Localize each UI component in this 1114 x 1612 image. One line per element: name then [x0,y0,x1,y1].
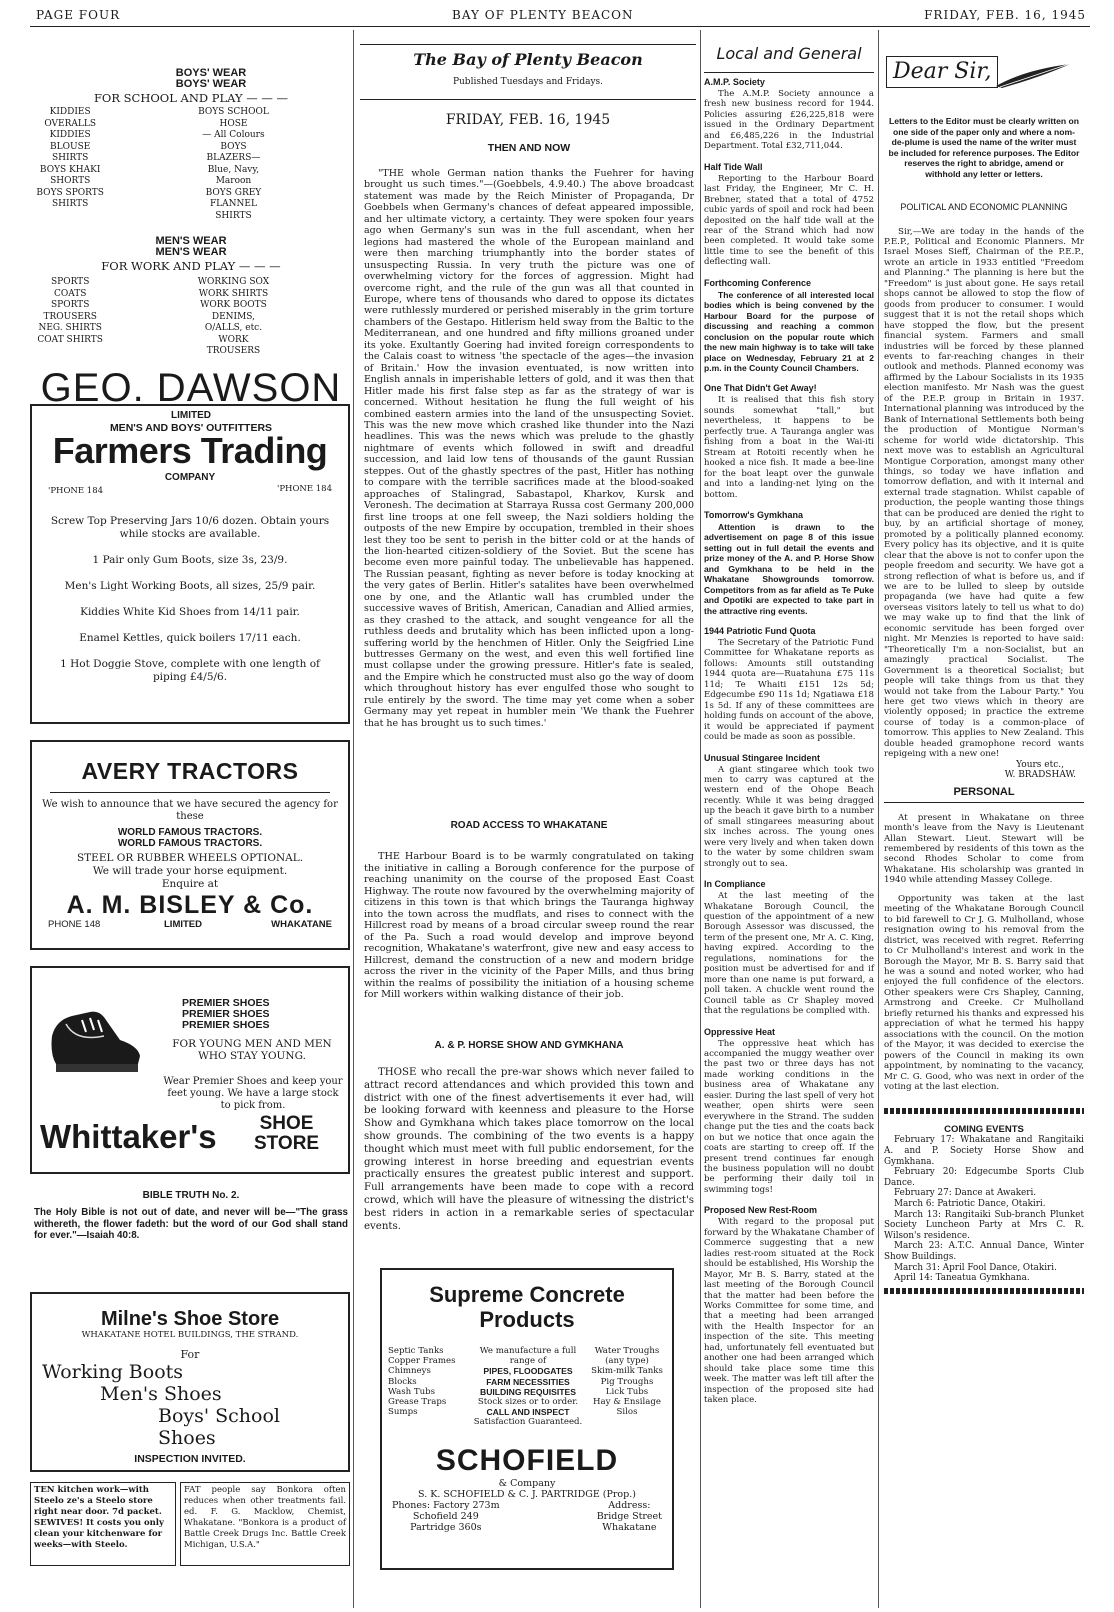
road-access-body: THE Harbour Board is to be warmly congratulated on taking the initiative in calling a Borough conference for the purpose of reaching unanimity on the course of the proposed East Coast Highway. The route now favoured by the overwhelming majority of citizens in this town is that which brings the Tauranga highway into the town across the mudflats, and rises to connect with the Hillcrest road by means of a broad circular sweep round the rear of the Pa. Such a road would develop and improve beyond recognition, Whakatane's waterfront, give new and easy access to Hillcrest, demand the construction of a new and modern bridge across the river in the vicinity of the Paper Mills, and thus bring within the realms of possibility the initiation of a housing scheme for Mill workers within walking distance of their job. [364,851,694,1000]
horse-show-heading: A. & P. HORSE SHOW AND GYMKHANA [434,1040,624,1051]
boys-item: BOYS BLAZERS— [206,141,261,163]
boys-item: KIDDIES OVERALLS [44,107,97,129]
farmers-trading-ad [30,404,350,724]
coming-event: April 14: Taneatua Gymkhana. [894,1273,1030,1284]
bonkora-ad [180,1482,350,1566]
schofield-name: SCHOFIELD [435,1443,619,1477]
sc-phone: Schofield 249 [412,1510,479,1522]
dawson-ad [34,67,348,434]
local-item-body: The A.M.P. Society announce a fresh new business record for 1944. Policies assuring £26,225,818 were issued in the Ordinary Department and £6,485,226 in the Industrial Department. Total £32,711,044. [704,89,874,152]
farmers-item: Screw Top Preserving Jars 10/6 dozen. Obtain yours while stocks are available. [50,515,330,540]
coming-event: March 13: Rangitaiki Sub-branch Plunket Society Luncheon Party at Mrs C. R. Wilson's residence. [884,1209,1084,1241]
avery-world: WORLD FAMOUS TRACTORS. [117,838,263,849]
schofield-product: Grease Traps [388,1397,447,1408]
farmers-item: 1 Pair only Gum Boots, size 3s, 23/9. [92,554,288,566]
local-item-body: At the last meeting of the Whakatane Borough Council, the question of the appointment of a new Borough Assessor was discussed, the term of the present one, Mr A. C. King, having expired. According to the regulations, nominations for the position must be advertised for and if more than one name is put forward, a poll taken. A chuckle went round the Council table as Cr Shapley moved that the regulations be complied with. [704,891,874,1017]
letters-column [884,44,1084,1604]
avery-enquire: Enquire at [161,878,219,890]
editorial-heading: THEN AND NOW [487,142,571,154]
bonkora-text: FAT people say Bonkora often reduces when other treatments fail. ed. F. G. Macklow, Chemist, Whakatane. "Bonkora is a product of Battle Creek Drugs Inc. Battle Creek Michigan, U.S.A." [184,1485,346,1550]
boys-item: BOYS GREY FLANNEL SHIRTS [205,187,262,221]
sc-mid: PIPES, FLOODGATES [483,1366,573,1377]
mens-items-left [34,277,185,358]
page-header [30,4,1090,27]
boys-wear-heading: BOYS' WEAR [175,78,247,90]
column-rule [353,30,354,1608]
sc-address: Bridge Street [596,1510,662,1522]
avery-title: AVERY TRACTORS [81,758,299,784]
divider [884,1108,1084,1114]
farmers-phone-left: 'PHONE 184 [48,486,104,496]
schofield-products-mid [473,1346,583,1428]
steelo-text: TEN kitchen work—with Steelo ze's a Steelo store right near door. 7d packet. SEWIVES! It costs you only clean your kitchenware for weeks—with Steelo. [34,1485,164,1550]
schofield-product: Blocks [388,1376,417,1387]
sc-mid: BUILDING REQUISITES [480,1386,576,1397]
boys-wear-heading: BOYS' WEAR [175,67,247,79]
local-title: Local and General [704,44,874,73]
sc-address: Whakatane [602,1521,657,1533]
column-rule [700,30,701,1608]
bisley-name: A. M. BISLEY & Co. [66,891,314,919]
bible-text: The Holy Bible is not out of date, and never will be—"The grass withereth, the flower fadeth: but the word of our God shall stand for ever."—Isaiah 40:8. [34,1207,348,1241]
milnes-line-3: Boys' School Shoes [158,1405,280,1449]
boys-item: BOYS SCHOOL HOSE [198,107,269,129]
mens-item: WORK SHIRTS [198,288,269,299]
horse-show-body: THOSE who recall the pre-war shows which never failed to attract record attendances and which provided this town and district with one of the finest advertisements it ever had, will be looking forward with keenness and pleasure to the Horse Show and Gymkhana which takes place tomorrow on the local show grounds. The combining of the two events is a happy thought which must meet with full public endorsement, for the growing interest in horse breeding and equestrian events practically ensures the greatest public interest and support. Full arrangements have been made to cope with a record crowd, which will have the pleasure of witnessing the district's best riders in action in a remarkable series of spectacular events. [364,1067,694,1232]
editorial-date: FRIDAY, FEB. 16, 1945 [445,112,611,128]
mens-item: WORK TROUSERS [206,334,261,356]
premier-shoes: PREMIER SHOES [182,997,270,1009]
local-item-heading: Proposed New Rest-Room [704,1205,818,1216]
coming-event: February 27: Dance at Awakeri. [894,1188,1037,1199]
sc-phone: Phones: Factory 273m [392,1499,500,1511]
editorial-then-and-now [364,142,694,802]
schofield-product: Septic Tanks [388,1346,444,1356]
letter-title: POLITICAL AND ECONOMIC PLANNING [900,201,1068,212]
local-and-general [704,44,874,1604]
bible-truth [34,1190,348,1282]
farmers-phone-right: 'PHONE 184 [276,484,332,494]
farmers-item: 1 Hot Doggie Stove, complete with one length of piping £4/5/6. [60,658,320,683]
issue-date: FRIDAY, FEB. 16, 1945 [924,8,1086,22]
letters-note: Letters to the Editor must be clearly written on one side of the paper only and where a nom-de-plume is used the name of the writer must be included for reference purposes. The Editor reserves the right to abridge, amend or withhold any letter or letters. [888,116,1080,179]
sc-phone: Partridge 360s [410,1521,482,1533]
schofield-product: Lick Tubs [605,1386,649,1397]
milnes-line-2: Men's Shoes [100,1383,222,1405]
paper-name: BAY OF PLENTY BEACON [452,8,634,22]
milnes-for: For [180,1348,200,1361]
bible-title: BIBLE TRUTH No. 2. [142,1190,240,1201]
whittaker-for-men: FOR YOUNG MEN AND MEN WHO STAY YOUNG. [172,1038,332,1062]
local-item-body: It is realised that this fish story sounds somewhat "tall," but nevertheless, it happens to be perfectly true. A Tauranga angler was fishing from a boat in the Wai-iti Stream at Rotoiti recently when he hooked a nice fish. It made a bee-line for the boat leapt over the gunwale and into a landing-net lying on the bottom. [704,395,874,500]
sc-mid: Stock sizes or to order. [477,1397,579,1408]
mens-item: SPORTS TROUSERS [43,300,97,322]
schofield-props: S. K. SCHOFIELD & C. J. PARTRIDGE (Prop.) [418,1488,636,1500]
local-item-heading: In Compliance [704,879,766,890]
milnes-line-1: Working Boots [42,1361,184,1383]
personal-p2: Opportunity was taken at the last meeting of the Whakatane Borough Council to bid farewell to Cr J. G. Mulholland, whose resignation owing to his removal from the district, was received with regret. Referring to Cr Mulholland's interest and work in the Borough the Mayor, Mr B. S. Barry said that he was a sound and noted worker, who had enjoyed the full confidence of the electors. Other speakers were Crs Shapley, Canning, Armstrong and Creeke. Cr Mulholland briefly returned his thanks and expressed his appreciation of what he termed his happy associations with the council. On the motion of the Mayor, it was decided to exercise the powers of the Council in making its own appointment, by nominating to the vacancy, Mr C. G. Good, who was next in order of the voting at the last election. [884,893,1084,1092]
farmers-company: COMPANY [164,472,216,483]
coming-event: February 20: Edgecumbe Sports Club Dance. [884,1167,1084,1188]
schofield-product: Chimneys [388,1366,431,1377]
schofield-products-right [588,1346,666,1428]
local-item-heading: 1944 Patriotic Fund Quota [704,626,816,637]
mens-item: NEG. SHIRTS [38,323,102,333]
milnes-address: WHAKATANE HOTEL BUILDINGS, THE STRAND. [81,1330,299,1340]
boys-items-left [34,107,185,222]
editorial-horse-show [364,1040,694,1250]
mens-item: COAT SHIRTS [37,334,103,345]
local-item-body: The Secretary of the Patriotic Fund Committee for Whakatane reports as follows: Amounts still outstanding 1944 quota are—Ruatahuna £75 11s 11d; Te Whaiti £151 12s 5d; Edgecumbe £90 11s 1d; Ngatiawa £18 1s 5d. If any of these committees are holding funds on account of the above, it would be appreciated if payment could be made as soon as possible. [704,638,874,743]
coming-events-title: COMING EVENTS [944,1124,1024,1136]
boys-item: — All Colours [202,130,265,140]
schofield-ad [380,1268,674,1570]
schofield-product: Copper Frames [388,1356,456,1367]
whittaker-name: Whittaker's [40,1118,217,1155]
sc-address: Address: [608,1499,651,1511]
schofield-company: & Company [498,1477,556,1489]
divider [884,1288,1084,1294]
schofield-products-left [388,1346,468,1428]
dawson-limited: LIMITED [171,409,211,421]
schofield-product: Sumps [388,1407,418,1418]
steelo-ad [30,1482,176,1566]
page-number: PAGE FOUR [36,8,121,22]
mens-item: WORKING SOX [197,277,270,287]
local-item-body: The conference of all interested local bodies which is being convened by the Harbour Board for the purpose of discussing and reaching a common conclusion on the popular route which the new main highway is to take will take place on Wednesday, February 21 at 2 p.m. in the County Council Chambers. [704,289,874,373]
editorial-body: "THE whole German nation thanks the Fuehrer for having brought us such times."—(Goebbels, 4.9.40.) The above broadcast statement was made by the Reich Minister of Propaganda, Dr Goebbels when Germany's chances of defeat appeared impossible, and her ultimate victory, a certainty. They were spoken four years ago when Germany's sun was in the full ascendant, when her legions had mastered the whole of the European mainland and were then marching triumphantly into the border states of unsuspecting Russia. In very truth the picture was one of overwhelming victory for the forces of aggression. Might had overcome right, and the rule of the gun was all that counted in Europe, where tens of thousands who dared to oppose its dictates were ruthlessly murdered or perished miserably in the grim torture chambers of the Gestapo. Hitlerism held sway from the Baltic to the Mediterranean, and one hundred and fifty millions groaned under its yoke. Exultantly Goering had invited foreign correspondents to the Calais coast to witness 'the spectacle of the ages—the invasion of Britain.' How the invasion eventuated, is now written into English annals in imperishable letters of gold, and it was then that Hitler made his first false step as far as the strategy of war is concerned. Without hesitation he flung the full weight of his combined eastern armies into the land of the unsuspecting Soviet. This was the new move which crashed like thunder into the Nazi headlines. This was the news which was prelude to the ghastly nightmare of events which followed in swift and dreadful succession, and laid low tens of thousands of the gaunt Russian steppes. Out of the ghastly spectres of the past, Hitler has nothing to compare with the terrible sacrifices made at the blood-soaked approaches of Stalingrad, Sabastapol, Kharkov, Kursk and Veronesh. The decimation at Starraya Russa cost Germany 200,000 first line troops at one fell sweep, the Nazi soldiers holding the outposts of the new Empire by occupation, trembled in their shoes lest they too be sent to perish in the bitter cold or at the hands of the lion-hearted citizen-soldiery of the Soviet. But the scene has become even more painful today. The unbelievable has happened. The Russian peasant, fighting as never before is today knocking at the very gates of Berlin. Hitler's satalites have been overwhelmed one by one, and the Atlantic wall has crumbled under the successive waves of British, American, Canadian and Allied armies, as they crashed to the attack, and sought vengeance for all the ruthless deeds and brutality which has been inflicted upon a long-suffering world by the henchmen of Hitler. Only the Seigfried Line buttresses Germany on the west, and even this well fortified line must collapse under the growing pressure. Hitler's fate is sealed, and the Empire which he constructed must also go the way of doom which throughout history has ever engulfed those who sought to rule entirely by the sword. The time may yet come when a sober Germany may yet repeat in humbler mein 'We thank the Fuehrer that he has brought us to such times.' [364,168,694,729]
avery-trade: We will trade your horse equipment. [92,865,288,877]
local-item-heading: Unusual Stingaree Incident [704,752,821,763]
schofield-product: Wash Tubs [388,1386,436,1397]
sc-mid: CALL AND INSPECT [486,1407,570,1418]
boys-item: BOYS SPORTS SHIRTS [36,187,104,209]
letter-body: Sir,—We are today in the hands of the P.E.P., Political and Economic Planners. Mr Israel Moses Sieff, Chairman of the P.E.P., wrote an article in 1933 entitled "Freedom and Planning." The planning is here but the "Freedom" is just about gone. He says retail shops cannot be allowed to stop the flow of goods from producer to consumer. I would suggest that it is not the retail shops which have stopped the flow, but the present financial system. Farmers and small industries will be forced by these planned events to far-reaching changes in their outlook and methods. Planned economy was affirmed by the Labour Socialists in its 1935 election manifesto. Mr Nash was the guest of the P.E.P. group in Britain in 1937. International planning was introduced by the Bank of International Settlements both being the production of Montigue Norman's scheme for world wide dictatorship. This next move was to establish an Agricultural Montigue Corporation, amongst many other things, so today we have inflation and tomorrow deflation, and with it internal and external trade stagnation. Whilst capable of production, the people wanting those things that can be produced are denied the right to buy, by an artificial shortage of money, promoted by a politically planned economy. Every policy has its objective, and it is quite clear that the above is not to confer upon the people freedom and security. We have got a strong reflection of what is before us, and if we are to be lulled to sleep by outside propaganda (we have had quite a few overseas visitors lately to tell us what to do) we may wake up to find that the link of economic servitude has been forged over night. Mr Menzies is reported to have said: "Theoretically I'm a non-Socialist, but an amazingly practical Socialist. The Government is a theoretical Socialist; but people will take things from us that they would not take from the Labour Party." You here get two views which in theory are violently opposed; in practice the extreme course of today is a common-place of tomorrow. This applies to New Zealand. This double headed gramophone record wants repigeing with a new one! [884,226,1084,760]
mens-wear-heading: MEN'S WEAR [155,246,227,258]
coming-event: March 6: Patriotic Dance, Otakiri. [894,1199,1046,1210]
column-rule [878,30,879,1608]
bisley-limited: LIMITED [164,919,202,930]
letter-yours: Yours etc., [1016,759,1064,770]
boys-items-right [197,107,348,222]
farmers-item: Men's Light Working Boots, all sizes, 25/9 pair. [64,580,316,592]
dawson-tagline: MEN'S AND BOYS' OUTFITTERS [109,421,273,434]
farmers-items [44,515,336,684]
shoe-word: SHOE [259,1113,314,1134]
road-access-heading: ROAD ACCESS TO WHAKATANE [450,820,608,831]
store-word: STORE [254,1133,320,1154]
local-item-heading: One That Didn't Get Away! [704,383,817,394]
local-items [704,77,874,1405]
masthead [360,44,696,100]
personal-p1: At present in Whakatane on three month's leave from the Navy is Lieutenant Allan Stewart. Lieut. Stewart will be remembered by residents of this town as the second Rhodes Scholar to come from Whakatane. His scholarship was granted in 1940 while attending Massey College. [884,812,1084,886]
coming-events-list [884,1135,1084,1283]
avery-wheels: STEEL OR RUBBER WHEELS OPTIONAL. [76,852,304,864]
avery-intro: We wish to announce that we have secured the agency for these [42,799,338,822]
whittaker-wear: Wear Premier Shoes and keep your feet young. We have a large stock to pick from. [163,1076,343,1111]
boys-item: BOYS KHAKI SHORTS [39,164,101,186]
schofield-product: Hay & Ensilage Silos [592,1397,661,1418]
for-school-line: FOR SCHOOL AND PLAY — — — [93,91,289,105]
shoe-icon [46,1002,146,1088]
bisley-phone: PHONE 148 [48,919,101,930]
masthead-title: The Bay of Plenty Beacon [413,50,643,69]
sc-mid: FARM NECESSITIES [486,1376,570,1387]
premier-shoes: PREMIER SHOES [182,1019,270,1031]
personal-title: PERSONAL [884,786,1084,803]
milnes-inspect: INSPECTION INVITED. [134,1453,246,1465]
schofield-product: Water Troughs (any type) [594,1346,660,1367]
coming-event: March 31: April Fool Dance, Otakiri. [894,1262,1057,1273]
bisley-town: WHAKATANE [271,919,332,930]
mens-wear-heading: MEN'S WEAR [155,235,227,247]
farmers-item: Kiddies White Kid Shoes from 14/11 pair. [80,606,300,618]
farmers-item: Enamel Kettles, quick boilers 17/11 each. [79,632,301,644]
mens-item: DENIMS, O/ALLS, etc. [204,311,263,333]
milnes-shoe-store-ad [30,1292,350,1472]
whittaker-shoe-store [254,1114,319,1154]
local-item-body: With regard to the proposal put forward by the Whakatane Chamber of Commerce suggesting that a new ladies rest-room situated at the Rock should be established, His Worship the Mayor, Mr B. S. Barry, stated at the last meeting of the Borough Council that the matter had been before the Works Committee for some time, and that a meeting had been arranged with the Health Inspector for an inspection of the site. This meeting had, unfortunately fell eventuated but another one had been arranged which should take place some time this week. The matter was left till after the inspection of the proposed site had taken place. [704,1217,874,1406]
local-item-heading: Tomorrow's Gymkhana [704,509,803,520]
local-item-heading: Forthcoming Conference [704,277,812,288]
editorial-road-access [364,820,694,1030]
boys-item: KIDDIES BLOUSE SHIRTS [49,130,91,163]
dear-sir-banner: Dear Sir, [886,56,998,88]
local-item-heading: Half Tide Wall [704,161,763,172]
coming-event: March 23: A.T.C. Annual Dance, Winter Show Buildings. [884,1241,1084,1262]
local-item-body: The oppressive heat which has accompanied the muggy weather over the past two or three days has not made working conditions in the business area of Whakatane any easier. During the last spell of very hot weather, open shirts were seen everywhere in the Strand. The sudden change put the ties and the coats back on but we notice that once again the coats are starting to creep off. If the present trend continues far enough the business population will no doubt be performing their daily toil in swimming togs! [704,1038,874,1195]
local-item-body: A giant stingaree which took two men to carry was captured at the western end of the Ohope Beach recently. While it was being dragged up the beach it gave birth to a number of small stingarees measuring about six inches across. The young ones were very lively and when taken down to the water by some children swam strongly out to sea. [704,764,874,869]
avery-world: WORLD FAMOUS TRACTORS. [117,827,263,838]
sc-mid: We manufacture a full range of [479,1346,577,1367]
schofield-title-2: Products [479,1307,575,1332]
premier-shoes: PREMIER SHOES [182,1008,270,1020]
sc-mid: Satisfaction Guaranteed. [473,1417,583,1428]
mens-items-right [197,277,348,358]
masthead-published: Published Tuesdays and Fridays. [452,77,604,87]
for-work-line: FOR WORK AND PLAY — — — [101,259,281,273]
dawson-name: GEO. DAWSON [40,365,342,410]
avery-tractors-ad [30,740,350,950]
schofield-title-1: Supreme Concrete [429,1282,625,1307]
farmers-name: Farmers Trading [52,430,328,471]
local-item-body: Attention is drawn to the advertisement on page 8 of this issue setting out in full detail the events and prize money of the A. and P. Horse Show and Gymkhana to be held in the Whakatane Showgrounds tomorrow. Competitors from as far afield as Te Puke and Opotiki are expected to take part in the attractive ring events. [704,521,874,616]
coming-event: February 17: Whakatane and Rangitaiki A. and P. Society Horse Show and Gymkhana. [884,1135,1084,1167]
mens-item: WORK BOOTS [200,300,267,310]
whittakers-ad [30,966,350,1174]
local-item-heading: Oppressive Heat [704,1026,776,1037]
mens-item: SPORTS COATS [50,277,90,299]
schofield-product: Skim-milk Tanks [591,1366,663,1377]
boys-item: Blue, Navy, Maroon [207,164,260,186]
quill-pen-icon [994,60,1074,90]
letter-sign: W. BRADSHAW. [1004,769,1076,780]
milnes-title: Milne's Shoe Store [100,1308,280,1330]
schofield-product: Pig Troughs [600,1376,654,1387]
local-item-body: Reporting to the Harbour Board last Friday, the Engineer, Mr C. H. Brebner, stated that a total of 4752 cubic yards of spoil and rock had been deposited on the half tide wall at the rear of the Strand which had now been completed. It would take some little time to see the benefit of this deflecting wall. [704,173,874,268]
local-item-heading: A.M.P. Society [704,77,765,87]
